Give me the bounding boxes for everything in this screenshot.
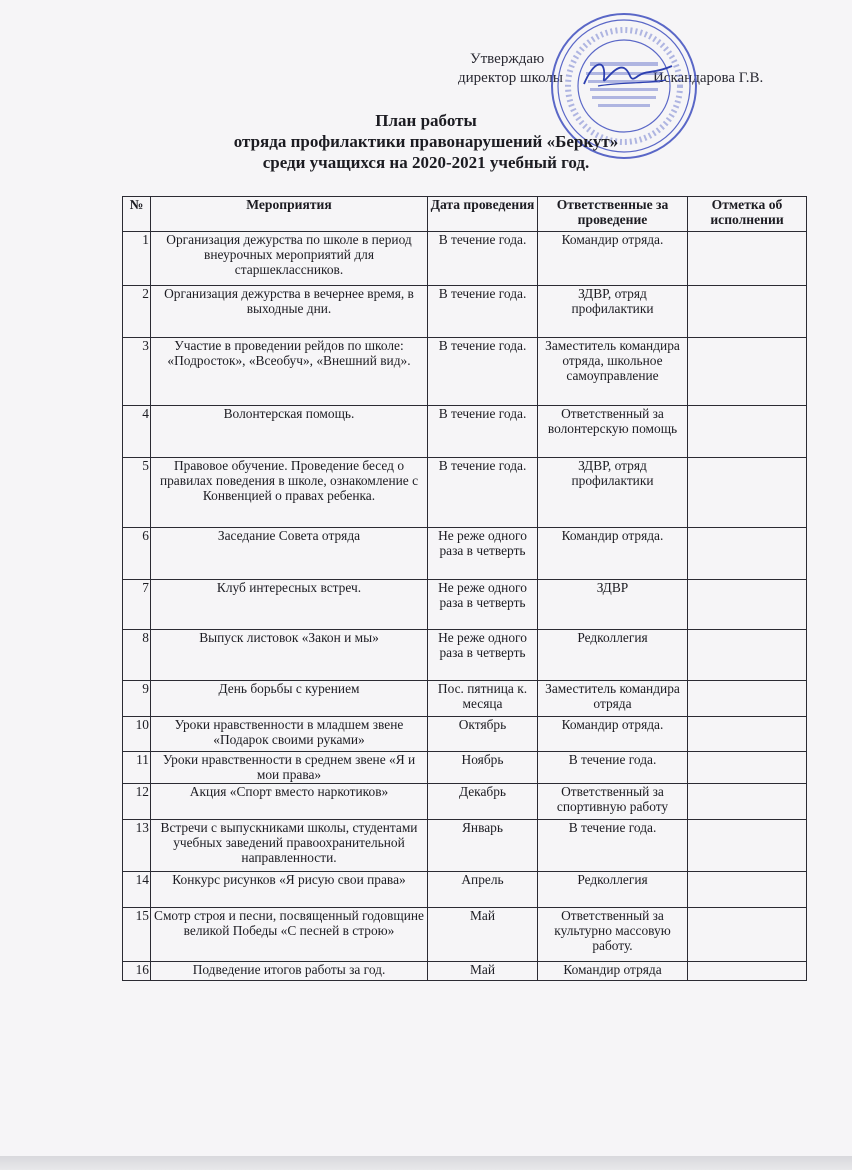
row-date: Январь: [428, 820, 538, 872]
row-responsible: В течение года.: [538, 820, 688, 872]
row-mark: [688, 908, 807, 962]
row-event: Подведение итогов работы за год.: [151, 962, 428, 981]
row-event: Организация дежурства в вечернее время, в выходные дни.: [151, 286, 428, 338]
row-responsible: Командир отряда.: [538, 528, 688, 580]
title-line-1: План работы: [375, 111, 477, 130]
row-number: 12: [123, 784, 151, 820]
row-mark: [688, 784, 807, 820]
title-line-2: отряда профилактики правонарушений «Беркут»: [233, 132, 619, 151]
row-number: 3: [123, 338, 151, 406]
row-responsible: Командир отряда: [538, 962, 688, 981]
row-responsible: В течение года.: [538, 752, 688, 784]
director-signature: [580, 54, 676, 94]
table-row: [123, 528, 807, 580]
row-mark: [688, 752, 807, 784]
row-mark: [688, 286, 807, 338]
row-date: В течение года.: [428, 406, 538, 458]
row-mark: [688, 580, 807, 630]
row-date: Май: [428, 962, 538, 981]
table-row: [123, 872, 807, 908]
row-number: 10: [123, 717, 151, 752]
row-event: Организация дежурства по школе в период внеурочных мероприятий для старшеклассников.: [151, 232, 428, 286]
row-number: 13: [123, 820, 151, 872]
table-row: [123, 458, 807, 528]
table-row: [123, 681, 807, 717]
row-event: День борьбы с курением: [151, 681, 428, 717]
table-row: [123, 717, 807, 752]
row-number: 16: [123, 962, 151, 981]
row-number: 7: [123, 580, 151, 630]
row-responsible: Ответственный за культурно массовую работу.: [538, 908, 688, 962]
row-mark: [688, 630, 807, 681]
row-date: Не реже одного раза в четверть: [428, 580, 538, 630]
table-header-row: [123, 197, 807, 232]
header-date: Дата проведения: [428, 197, 538, 232]
row-date: Не реже одного раза в четверть: [428, 630, 538, 681]
row-date: Май: [428, 908, 538, 962]
row-responsible: Заместитель командира отряда: [538, 681, 688, 717]
row-mark: [688, 717, 807, 752]
row-mark: [688, 458, 807, 528]
row-number: 6: [123, 528, 151, 580]
row-date: В течение года.: [428, 458, 538, 528]
row-event: Клуб интересных встреч.: [151, 580, 428, 630]
row-mark: [688, 528, 807, 580]
row-number: 11: [123, 752, 151, 784]
scan-bottom-edge: [0, 1156, 852, 1170]
row-event: Акция «Спорт вместо наркотиков»: [151, 784, 428, 820]
table-row: [123, 580, 807, 630]
row-date: Октябрь: [428, 717, 538, 752]
row-responsible: ЗДВР, отряд профилактики: [538, 286, 688, 338]
row-event: Правовое обучение. Проведение бесед о правилах поведения в школе, ознакомление с Конвенцией о правах ребенка.: [151, 458, 428, 528]
row-mark: [688, 962, 807, 981]
row-mark: [688, 232, 807, 286]
row-event: Выпуск листовок «Закон и мы»: [151, 630, 428, 681]
row-event: Конкурс рисунков «Я рисую свои права»: [151, 872, 428, 908]
row-number: 9: [123, 681, 151, 717]
row-date: Пос. пятница к. месяца: [428, 681, 538, 717]
row-mark: [688, 406, 807, 458]
work-plan-table: [122, 196, 807, 981]
row-date: В течение года.: [428, 338, 538, 406]
director-position: директор школы: [458, 70, 563, 86]
header-event: Мероприятия: [151, 197, 428, 232]
table-row: [123, 908, 807, 962]
document-title: [0, 110, 852, 173]
row-responsible: Командир отряда.: [538, 232, 688, 286]
row-date: Апрель: [428, 872, 538, 908]
row-date: В течение года.: [428, 286, 538, 338]
row-event: Встречи с выпускниками школы, студентами учебных заведений правоохранительной направленности.: [151, 820, 428, 872]
table-row: [123, 784, 807, 820]
row-responsible: Ответственный за спортивную работу: [538, 784, 688, 820]
row-responsible: ЗДВР: [538, 580, 688, 630]
table-row: [123, 962, 807, 981]
row-responsible: Командир отряда.: [538, 717, 688, 752]
row-event: Участие в проведении рейдов по школе: «Подросток», «Всеобуч», «Внешний вид».: [151, 338, 428, 406]
row-date: В течение года.: [428, 232, 538, 286]
table-row: [123, 286, 807, 338]
row-date: Не реже одного раза в четверть: [428, 528, 538, 580]
row-event: Заседание Совета отряда: [151, 528, 428, 580]
row-date: Декабрь: [428, 784, 538, 820]
row-responsible: Редколлегия: [538, 630, 688, 681]
title-line-3: среди учащихся на 2020-2021 учебный год.: [262, 153, 590, 172]
header-completion-mark: Отметка об исполнении: [688, 197, 807, 232]
table-row: [123, 630, 807, 681]
row-event: Смотр строя и песни, посвященный годовщине великой Победы «С песней в строю»: [151, 908, 428, 962]
table-row: [123, 406, 807, 458]
director-name: Искандарова Г.В.: [652, 70, 764, 86]
row-event: Волонтерская помощь.: [151, 406, 428, 458]
row-responsible: Ответственный за волонтерскую помощь: [538, 406, 688, 458]
table-row: [123, 232, 807, 286]
row-responsible: Заместитель командира отряда, школьное самоуправление: [538, 338, 688, 406]
row-mark: [688, 820, 807, 872]
approved-label: Утверждаю: [470, 51, 545, 67]
table-row: [123, 752, 807, 784]
row-event: Уроки нравственности в младшем звене «Подарок своими руками»: [151, 717, 428, 752]
row-mark: [688, 681, 807, 717]
row-date: Ноябрь: [428, 752, 538, 784]
table-row: [123, 338, 807, 406]
row-number: 5: [123, 458, 151, 528]
row-number: 4: [123, 406, 151, 458]
row-number: 2: [123, 286, 151, 338]
header-number: №: [123, 197, 151, 232]
row-responsible: Редколлегия: [538, 872, 688, 908]
row-number: 15: [123, 908, 151, 962]
row-mark: [688, 338, 807, 406]
row-number: 1: [123, 232, 151, 286]
row-responsible: ЗДВР, отряд профилактики: [538, 458, 688, 528]
row-event: Уроки нравственности в среднем звене «Я и мои права»: [151, 752, 428, 784]
row-number: 8: [123, 630, 151, 681]
row-mark: [688, 872, 807, 908]
row-number: 14: [123, 872, 151, 908]
header-responsible: Ответственные за проведение: [538, 197, 688, 232]
table-row: [123, 820, 807, 872]
